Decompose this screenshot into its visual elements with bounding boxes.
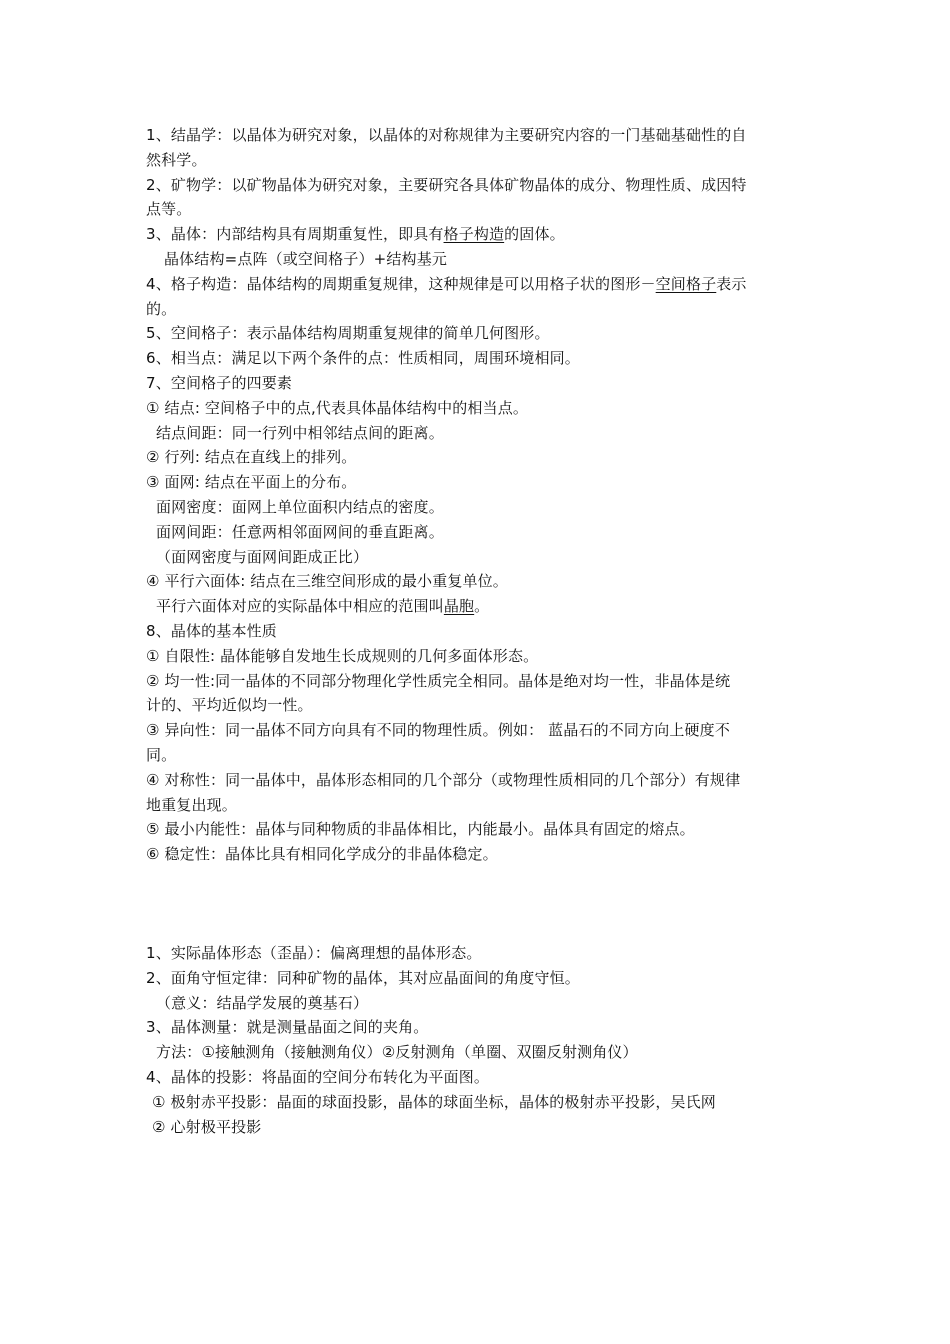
notes-section-crystallography (146, 123, 816, 867)
line-text: 。 (474, 597, 490, 616)
paragraph-line: 1、实际晶体形态（歪晶）：偏离理想的晶体形态。 (146, 944, 482, 962)
paragraph-line: 3、晶体测量：就是测量晶面之间的夹角。 (146, 1018, 429, 1037)
paragraph-line: 面网密度：面网上单位面积内结点的密度。 (156, 497, 444, 516)
underlined-term: 晶胞 (443, 597, 475, 616)
paragraph-line: （意义：结晶学发展的奠基石） (156, 993, 369, 1012)
list-item: ② 心射极平投影 (152, 1117, 262, 1136)
paragraph-line: 方法：①接触测角（接触测角仪）②反射测角（单圈、双圈反射测角仪） (156, 1043, 638, 1062)
paragraph-line: 地重复出现。 (146, 795, 237, 814)
paragraph-line: 4、晶体的投影：将晶面的空间分布转化为平面图。 (146, 1067, 489, 1086)
line-text: 的固体。 (504, 225, 565, 244)
underlined-term: 格子构造 (443, 225, 505, 244)
paragraph-line: 5、空间格子：表示晶体结构周期重复规律的简单几何图形。 (146, 324, 550, 343)
paragraph-line: 计的、平均近似均一性。 (146, 696, 313, 715)
list-item: ④ 对称性：同一晶体中，晶体形态相同的几个部分（或物理性质相同的几个部分）有规律 (146, 770, 741, 789)
paragraph-line: 6、相当点：满足以下两个条件的点：性质相同，周围环境相同。 (146, 349, 580, 368)
list-item: ⑥ 稳定性：晶体比具有相同化学成分的非晶体稳定。 (146, 845, 498, 864)
paragraph-line (146, 222, 816, 247)
list-item: ③ 异向性：同一晶体不同方向具有不同的物理性质。例如： 蓝晶石的不同方向上硬度不 (146, 721, 730, 740)
paragraph-line: 2、矿物学：以矿物晶体为研究对象，主要研究各具体矿物晶体的成分、物理性质、成因特 (146, 175, 747, 194)
paragraph-line: 7、空间格子的四要素 (146, 373, 293, 392)
paragraph-line: 同。 (146, 745, 177, 764)
line-text: 平行六面体对应的实际晶体中相应的范围叫 (156, 597, 444, 616)
paragraph-line: 然科学。 (146, 150, 207, 169)
paragraph-line: 的。 (146, 299, 177, 318)
list-item: ① 结点: 空间格子中的点,代表具体晶体结构中的相当点。 (146, 398, 529, 417)
line-text: 4、格子构造：晶体结构的周期重复规律，这种规律是可以用格子状的图形－ (146, 274, 656, 293)
list-item: ② 行列: 结点在直线上的排列。 (146, 448, 357, 467)
paragraph-line (146, 594, 816, 619)
paragraph-line: 8、晶体的基本性质 (146, 621, 277, 640)
line-text: 表示 (716, 274, 747, 293)
paragraph-line: 1、结晶学：以晶体为研究对象，以晶体的对称规律为主要研究内容的一门基础基础性的自 (146, 126, 747, 144)
paragraph-line: 晶体结构=点阵（或空间格子）+结构基元 (164, 249, 447, 268)
paragraph-line: 结点间距：同一行列中相邻结点间的距离。 (156, 423, 444, 442)
paragraph-line: 面网间距：任意两相邻面网间的垂直距离。 (156, 522, 444, 541)
underlined-term: 空间格子 (655, 274, 717, 293)
list-item: ④ 平行六面体: 结点在三维空间形成的最小重复单位。 (146, 572, 508, 591)
list-item: ① 极射赤平投影：晶面的球面投影，晶体的球面坐标，晶体的极射赤平投影，吴氏网 (152, 1092, 716, 1111)
paragraph-line: （面网密度与面网间距成正比） (156, 547, 369, 566)
list-item: ⑤ 最小内能性：晶体与同种物质的非晶体相比，内能最小。晶体具有固定的熔点。 (146, 820, 695, 839)
line-text: 3、晶体：内部结构具有周期重复性，即具有 (146, 225, 444, 244)
paragraph-line: 点等。 (146, 200, 192, 219)
paragraph-line: 2、面角守恒定律：同种矿物的晶体，其对应晶面间的角度守恒。 (146, 968, 580, 987)
list-item: ② 均一性:同一晶体的不同部分物理化学性质完全相同。晶体是绝对均一性，非晶体是统 (146, 671, 731, 690)
paragraph-line (146, 272, 816, 297)
list-item: ① 自限性: 晶体能够自发地生长成规则的几何多面体形态。 (146, 646, 539, 665)
list-item: ③ 面网: 结点在平面上的分布。 (146, 473, 357, 492)
notes-section-crystal-morphology (146, 941, 816, 1139)
